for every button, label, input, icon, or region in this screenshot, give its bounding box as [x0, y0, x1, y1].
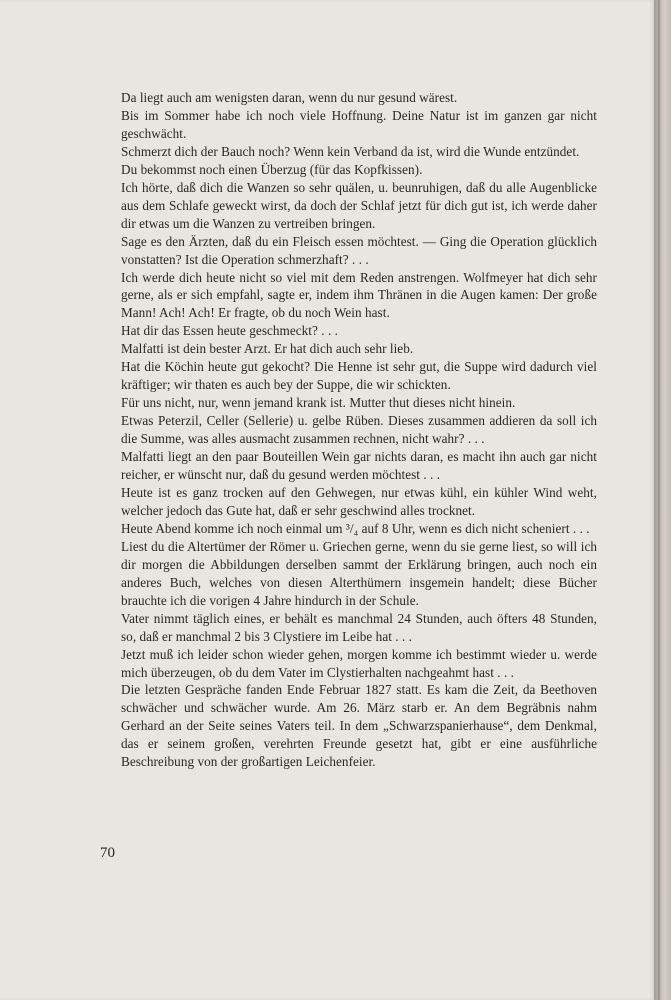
paragraph: Malfatti liegt an den paar Bouteillen Wein gar nichts daran, es macht ihn auch gar nicht reicher, er wünscht nur, daß du gesund werden möchtest . . . — [121, 449, 597, 483]
page-number: 70 — [100, 845, 115, 861]
paragraph: Vater nimmt täglich eines, er behält es manchmal 24 Stunden, auch öfters 48 Stunden, so, daß er manchmal 2 bis 3 Clystiere im Leibe hat . . . — [121, 610, 597, 644]
paragraph: Etwas Peterzil, Celler (Sellerie) u. gelbe Rüben. Dieses zusammen addieren da soll ich die Summe, was alles ausmacht zusammen rechnen, nicht wahr? . . . — [121, 413, 597, 447]
paragraph: Liest du die Altertümer der Römer u. Griechen gerne, wenn du sie gerne liest, so will ich dir morgen die Abbildungen derselben sammt der Erklärung bringen, auch noch ein anderes Buch, welches von diesen Alterthümern insgemein handelt; diese Bücher brauchte ich die vorigen 4 Jahre hindurch in der Schule. — [121, 538, 597, 608]
paragraph: Ich werde dich heute nicht so viel mit dem Reden anstrengen. Wolfmeyer hat dich sehr gerne, als er sich empfahl, sagte er, indem ihm Thränen in die Augen kamen: Der große Mann! Ach! Ach! Er fragte, ob du noch Wein hast. — [121, 269, 597, 321]
paragraph: Bis im Sommer habe ich noch viele Hoffnung. Deine Natur ist im ganzen gar nicht geschwächt. — [121, 107, 597, 141]
page-edge-stripe — [658, 0, 660, 1000]
paragraph: Hat dir das Essen heute geschmeckt? . . . — [121, 323, 339, 339]
paragraph: Heute ist es ganz trocken auf den Gehwegen, nur etwas kühl, ein kühler Wind weht, welcher jedoch das Gute hat, daß er sehr geschwind alles trocknet. — [121, 484, 597, 518]
paragraph: Hat die Köchin heute gut gekocht? Die Henne ist sehr gut, die Suppe wird dadurch viel kräftiger; wir thaten es auch bey der Suppe, die wir schickten. — [121, 359, 597, 393]
body-text — [121, 89, 597, 771]
paragraph: Heute Abend komme ich noch einmal um ³/₄ auf 8 Uhr, wenn es dich nicht scheniert . . . — [121, 520, 590, 536]
paragraph: Ich hörte, daß dich die Wanzen so sehr quälen, u. beunruhigen, daß du alle Augenblicke aus dem Schlafe geweckt wirst, da doch der Schlaf jetzt für dich gut ist, ich werde daher dir etwas um die Wanzen zu vertreiben bringen. — [121, 179, 597, 231]
paragraph: Die letzten Gespräche fanden Ende Februar 1827 statt. Es kam die Zeit, da Beethoven schwächer und schwächer wurde. Am 26. März starb er. An dem Begräbnis nahm Gerhard an der Seite seines Vaters teil. In dem „Schwarzspanierhause“, dem Denkmal, das er seinem großen, verehrten Freunde gesetzt hat, gibt er eine ausführliche Beschreibung von der großartigen Leichenfeier. — [121, 682, 597, 770]
paragraph: Für uns nicht, nur, wenn jemand krank ist. Mutter thut dieses nicht hinein. — [121, 395, 516, 411]
paragraph: Sage es den Ärzten, daß du ein Fleisch essen möchtest. — Ging die Operation glücklich vonstatten? Ist die Operation schmerzhaft? . . . — [121, 233, 597, 267]
paragraph: Da liegt auch am wenigsten daran, wenn du nur gesund wärest. — [121, 90, 458, 105]
paragraph: Jetzt muß ich leider schon wieder gehen, morgen komme ich bestimmt wieder u. werde mich überzeugen, ob du dem Vater im Clystierhalten nachgeahmt hast . . . — [121, 646, 597, 680]
paragraph: Du bekommst noch einen Überzug (für das Kopfkissen). — [121, 161, 423, 177]
paragraph: Schmerzt dich der Bauch noch? Wenn kein Verband da ist, wird die Wunde entzündet. — [121, 143, 580, 159]
paragraph: Malfatti ist dein bester Arzt. Er hat dich auch sehr lieb. — [121, 341, 414, 357]
page-edge — [654, 0, 671, 1000]
